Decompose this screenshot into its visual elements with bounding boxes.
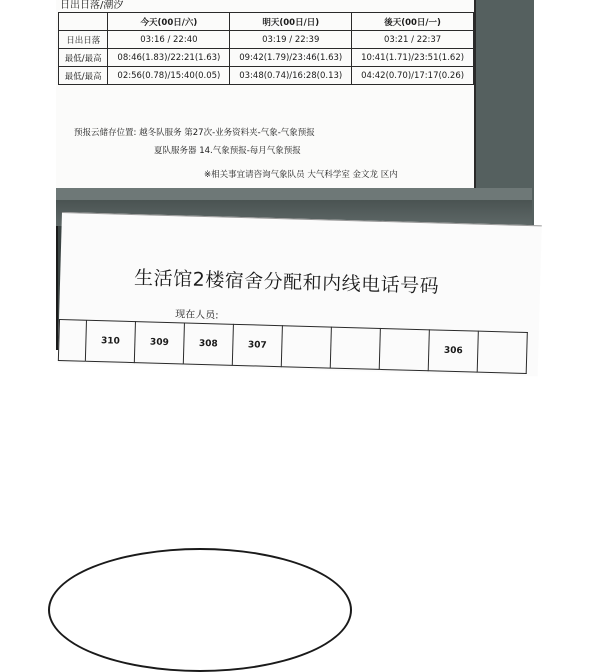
column-header: 後天(00日/一) [352, 13, 474, 31]
comic-panel [56, 0, 534, 357]
table-cell: 03:48(0.74)/16:28(0.13) [230, 67, 352, 85]
room-cell: 308 [184, 322, 234, 365]
table-cell: 03:19 / 22:39 [230, 31, 352, 49]
room-cell: 309 [135, 321, 185, 364]
note-summer-server: 夏队服务器 14.气象预报-每月气象预报 [154, 146, 301, 156]
row-label: 最低/最高 [59, 49, 108, 67]
tide-table [58, 12, 474, 85]
table-row [59, 67, 474, 85]
note-storage-path: 预报云储存位置: 越冬队服务 第27次-业务资料夹-气象-气象预报 [74, 128, 315, 138]
sheet-header: 日出日落/潮汐 [60, 0, 124, 11]
room-cell [380, 328, 430, 371]
row-label: 最低/最高 [59, 67, 108, 85]
table-header-row [59, 13, 474, 31]
table-cell: 02:56(0.78)/15:40(0.05) [108, 67, 230, 85]
table-row [59, 49, 474, 67]
table-cell: 03:21 / 22:37 [352, 31, 474, 49]
room-cell [282, 325, 332, 368]
notice-sheet [58, 212, 542, 376]
bulletin-board [56, 0, 534, 226]
room-cell [478, 331, 528, 374]
column-header: 今天(00日/六) [108, 13, 230, 31]
table-cell: 09:42(1.79)/23:46(1.63) [230, 49, 352, 67]
column-header: 明天(00日/日) [230, 13, 352, 31]
table-cell: 10:41(1.71)/23:51(1.62) [352, 49, 474, 67]
room-cell: 306 [429, 329, 479, 372]
room-cell: 307 [233, 324, 283, 367]
notice-subtitle: 现在人员: [175, 309, 219, 322]
notice-title: 生活馆2楼宿舍分配和内线电话号码 [133, 267, 440, 298]
row-label: 日出日落 [59, 31, 108, 49]
room-cell [58, 319, 87, 362]
table-cell: 04:42(0.70)/17:17(0.26) [352, 67, 474, 85]
room-cell [331, 327, 381, 370]
room-number-row [58, 319, 528, 374]
table-cell: 03:16 / 22:40 [108, 31, 230, 49]
note-contact: ※相关事宜请咨询气象队员 大气科学室 金文龙 区内 [204, 170, 398, 180]
table-corner [59, 13, 108, 31]
room-cell: 310 [86, 320, 136, 363]
tide-sheet [56, 0, 476, 190]
table-cell: 08:46(1.83)/22:21(1.63) [108, 49, 230, 67]
table-row [59, 31, 474, 49]
speech-bubble [48, 548, 352, 672]
